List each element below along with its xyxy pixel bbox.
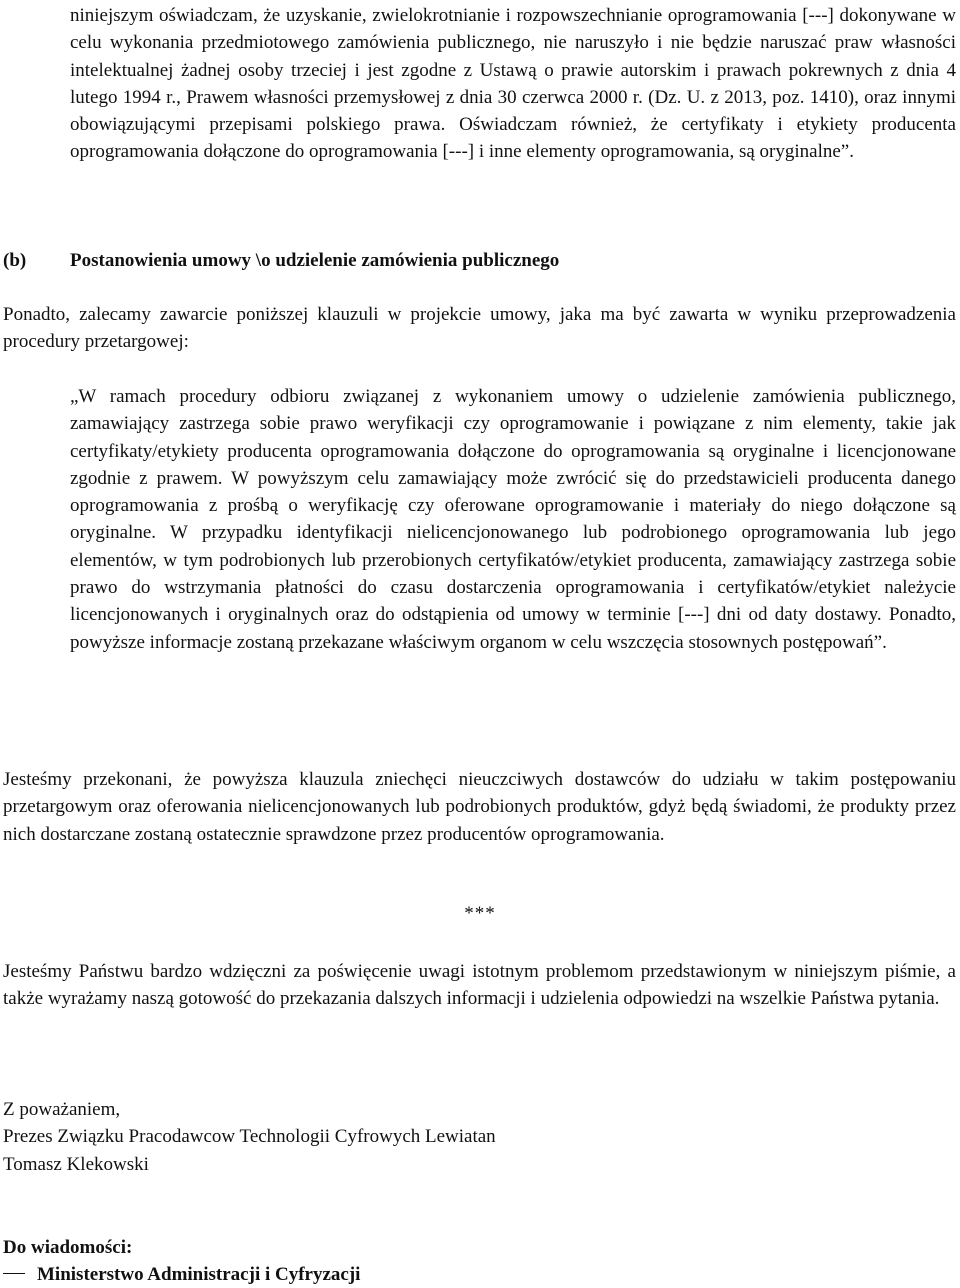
recipient-item: [3, 1261, 360, 1288]
conviction-paragraph: Jesteśmy przekonani, że powyższa klauzula zniechęci nieuczciwych dostawców do udziału w takim postępowaniu przetargowym oraz oferowania nielicencjonowanych lub podrobionych produktów, gdyż będą świadomi, że produkty przez nich dostarczane zostaną ostatecznie sprawdzone przez producentów oprogramowania.: [3, 769, 956, 845]
recipients-heading: Do wiadomości:: [3, 1237, 133, 1258]
recommendation-paragraph: Ponadto, zalecamy zawarcie poniższej klauzuli w projekcie umowy, jaka ma być zawarta w wyniku przeprowadzenia procedury przetargowej:: [3, 304, 956, 353]
closing-line: Z poważaniem,: [3, 1099, 121, 1120]
signatory-position: Prezes Związku Pracodawcow Technologii Cyfrowych Lewiatan: [3, 1126, 496, 1148]
section-title: Postanowienia umowy \o udzielenie zamówienia publicznego: [70, 250, 560, 271]
intro-paragraph: niniejszym oświadczam, że uzyskanie, zwielokrotnianie i rozpowszechnianie oprogramowania [---] dokonywane w celu wykonania przedmiotowego zamówienia publicznego, nie naruszyło i nie będzie naruszać praw własności intelektualnej żadnej osoby trzeciej i jest zgodne z Ustawą o prawie autorskim i prawach pokrewnych z dnia 4 lutego 1994 r., Prawem własności przemysłowej z dnia 30 czerwca 2000 r. (Dz. U. z 2013, poz. 1410), oraz innymi obowiązującymi przepisami polskiego prawa. Oświadczam również, że certyfikaty i etykiety producenta oprogramowania dołączone do oprogramowania [---] i inne elementy oprogramowania, są oryginalne”.: [70, 5, 956, 163]
signatory-name: Tomasz Klekowski: [3, 1153, 149, 1175]
clause-paragraph: „W ramach procedury odbioru związanej z wykonaniem umowy o udzielenie zamówienia publicznego, zamawiający zastrzega sobie prawo weryfikacji czy oprogramowanie i powiązane z nim elementy, takie jak certyfikaty/etykiety producenta oprogramowania dołączone do oprogramowania są oryginalne i licencjonowane zgodnie z prawem. W powyższym celu zamawiający może zwrócić się do przedstawicieli producenta danego oprogramowania z prośbą o weryfikację czy oferowane oprogramowanie i materiały do niego dołączone są oryginalne. W przypadku identyfikacji nielicencjonowanego lub podrobionego oprogramowania lub jego elementów, w tym podrobionych lub przerobionych certyfikatów/etykiet producenta, zamawiający zastrzega sobie prawo do wstrzymania płatności do czasu dostarczenia oprogramowania i certyfikatów/etykiet należycie licencjonowanych i oryginalnych oraz do odstąpienia od umowy w terminie [---] dni od daty dostawy. Ponadto, powyższe informacje zostaną przekazane właściwym organom w celu wszczęcia stosownych postępowań”.: [70, 386, 956, 653]
section-label: (b): [3, 250, 27, 271]
dash-bullet: [3, 1273, 25, 1274]
recipient-label: Ministerstwo Administracji i Cyfryzacji: [37, 1264, 361, 1285]
separator: ***: [464, 903, 496, 924]
gratitude-paragraph: Jesteśmy Państwu bardzo wdzięczni za poświęcenie uwagi istotnym problemom przedstawionym w niniejszym piśmie, a także wyrażamy naszą gotowość do przekazania dalszych informacji i udzielenia odpowiedzi na wszelkie Państwa pytania.: [3, 961, 956, 1010]
signature-block: [3, 1096, 496, 1178]
